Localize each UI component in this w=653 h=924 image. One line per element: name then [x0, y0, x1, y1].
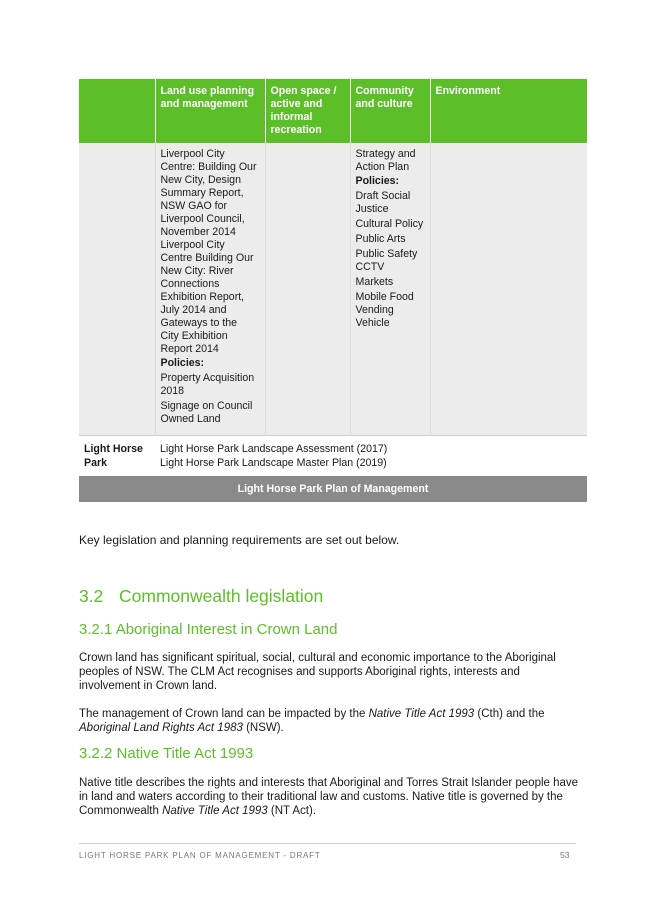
text-run: (Cth) and the [474, 708, 545, 720]
cell-line: Vehicle [355, 317, 390, 329]
section-number: 3.2 [79, 586, 104, 606]
cell-line: Gateways to the [160, 317, 238, 329]
cell-line: Liverpool Council, [160, 213, 245, 225]
table-row-light-horse-park [79, 436, 587, 477]
header-environment: Environment [430, 79, 587, 143]
cell-line: Exhibition Report, [160, 291, 245, 303]
cell-line: Action Plan [355, 161, 410, 173]
section-heading [79, 586, 323, 607]
cell-line: November 2014 [160, 226, 236, 238]
cell-line: 2018 [160, 385, 185, 397]
header-community: Community and culture [350, 79, 430, 143]
text-run: (NT Act). [267, 805, 317, 817]
footer-document-title: LIGHT HORSE PARK PLAN OF MANAGEMENT - DRAFT [79, 851, 321, 860]
cell-line: Liverpool City [160, 239, 225, 251]
table-footer-title: Light Horse Park Plan of Management [79, 476, 587, 502]
row-label [79, 436, 155, 477]
cell-open-space [265, 143, 350, 436]
table-footer-row [79, 476, 587, 502]
cell-line: New City, Design [160, 174, 241, 186]
cell-line: Vending [355, 304, 394, 316]
cell-line: Centre Building Our [160, 252, 254, 264]
paragraph-crown-land-importance: Crown land has significant spiritual, social, cultural and economic importance to the Aboriginal peoples of NSW. The CLM Act recognises and supports Aboriginal rights, interests and involvement in Crown land. [79, 652, 556, 692]
act-title: Native Title Act 1993 [162, 805, 268, 817]
text-run: The management of Crown land can be impacted by the [79, 708, 369, 720]
intro-text: Key legislation and planning requirements are set out below. [79, 533, 400, 547]
header-land-use: Land use planning and management [155, 79, 265, 143]
cell-line: Draft Social [355, 190, 411, 202]
park-document-item: Light Horse Park Landscape Assessment (2017) [160, 443, 388, 455]
cell-line: Justice [355, 203, 389, 215]
section-title: Commonwealth legislation [119, 586, 324, 606]
cell-line: CCTV [355, 261, 385, 273]
cell-line: Cultural Policy [355, 218, 424, 230]
page-number: 53 [560, 850, 570, 860]
header-open-space: Open space / active and informal recreation [265, 79, 350, 143]
table-header-row [79, 79, 587, 143]
subsection-heading-aboriginal-interest: 3.2.1 Aboriginal Interest in Crown Land [79, 621, 338, 638]
cell-empty [79, 143, 155, 436]
cell-line: NSW GAO for [160, 200, 228, 212]
park-documents-cell [155, 436, 587, 477]
cell-line: Signage on Council [160, 400, 253, 412]
row-label-line: Park [84, 457, 107, 469]
subsection-heading-native-title: 3.2.2 Native Title Act 1993 [79, 745, 254, 762]
cell-line: Public Safety [355, 248, 418, 260]
cell-line: July 2014 and [160, 304, 227, 316]
park-document-item: Light Horse Park Landscape Master Plan (2019) [160, 457, 387, 469]
cell-line: City Exhibition [160, 330, 228, 342]
cell-line: New City: River [160, 265, 234, 277]
cell-line: Strategy and [355, 148, 416, 160]
text-run: (NSW). [242, 722, 284, 734]
text-run: Native title describes the rights and interests that Aboriginal and Torres Strait Islander people have in land and waters according to their traditional law and customs. Native title is governed by the Commonwealth [79, 777, 579, 817]
act-title: Aboriginal Land Rights Act 1983 [79, 722, 243, 734]
header-blank [79, 79, 155, 143]
cell-line: Report 2014 [160, 343, 219, 355]
cell-line: Liverpool City [160, 148, 225, 160]
cell-land-use [155, 143, 265, 436]
cell-line: Mobile Food [355, 291, 414, 303]
policies-label: Policies: [160, 357, 205, 369]
cell-community [350, 143, 430, 436]
cell-line: Property Acquisition [160, 372, 255, 384]
planning-documents-table [79, 79, 587, 502]
table-row [79, 143, 587, 436]
policies-label: Policies: [355, 175, 400, 187]
paragraph-native-title [79, 776, 579, 818]
cell-line: Summary Report, [160, 187, 244, 199]
cell-line: Markets [355, 276, 394, 288]
cell-line: Owned Land [160, 413, 221, 425]
footer-divider [79, 843, 576, 844]
cell-line: Public Arts [355, 233, 406, 245]
paragraph-crown-land-management [79, 707, 579, 735]
act-title: Native Title Act 1993 [368, 708, 475, 720]
cell-line: Connections [160, 278, 220, 290]
row-label-line: Light Horse [84, 443, 143, 455]
cell-environment [430, 143, 587, 436]
cell-line: Centre: Building Our [160, 161, 257, 173]
